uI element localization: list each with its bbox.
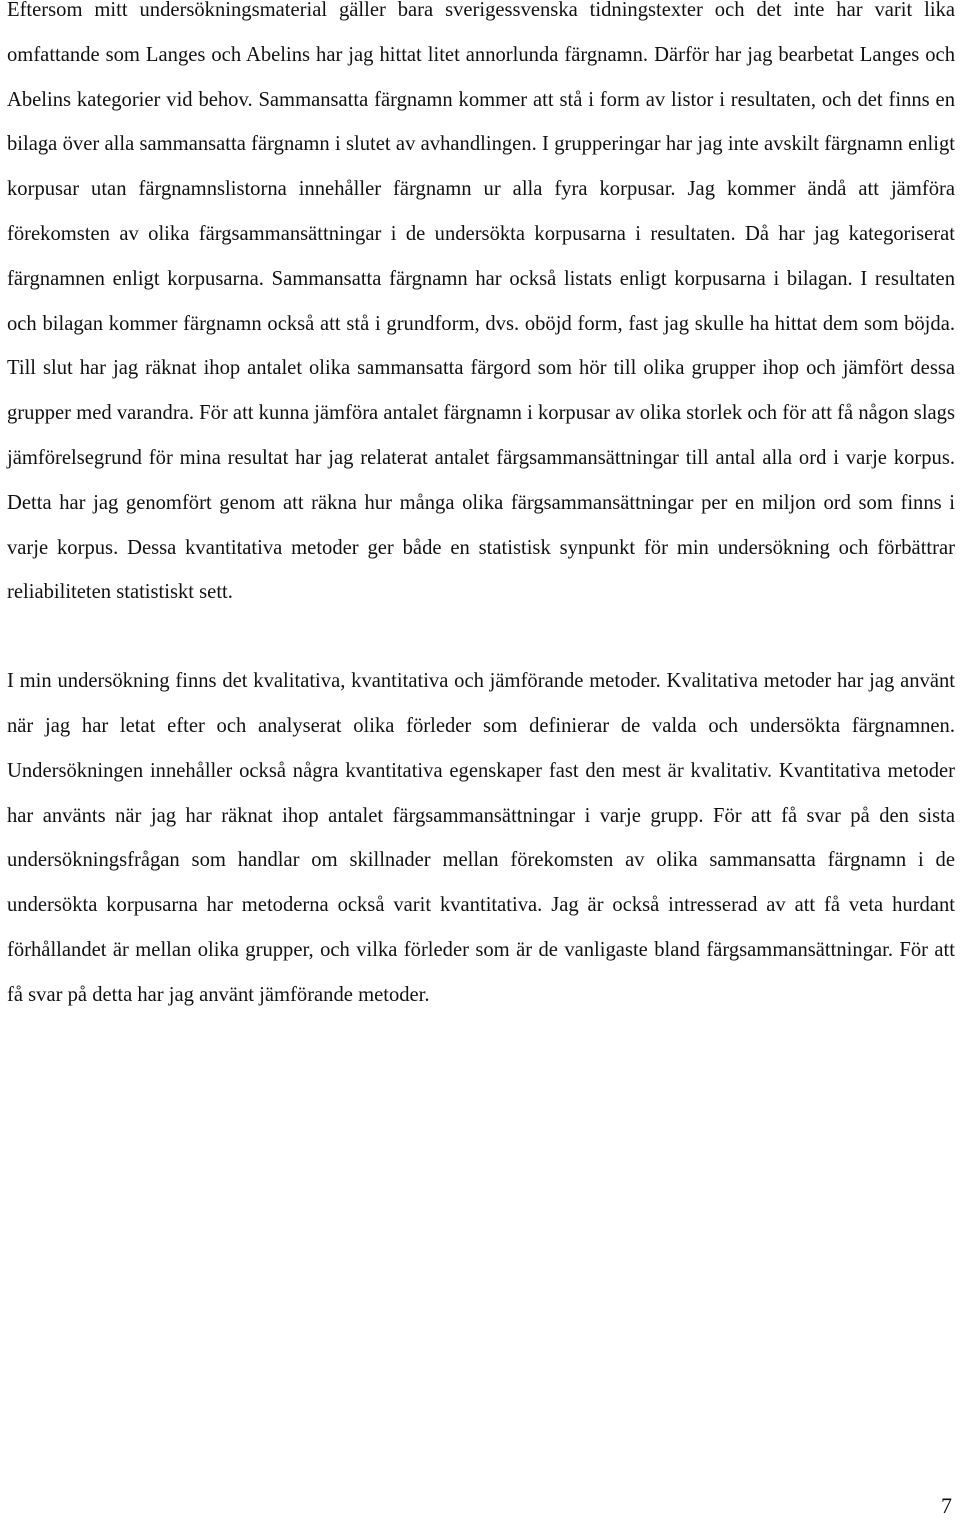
paragraph-methods-material: Eftersom mitt undersökningsmaterial gäller bara sverigessvenska tidningstexter och det inte har varit lika omfattande som Langes och Abelins har jag hittat litet annorlunda färgnamn. Därför har jag bearbetat Langes och Abelins kategorier vid behov. Sammansatta färgnamn kommer att stå i form av listor i resultaten, och det finns en bilaga över alla sammansatta färgnamn i slutet av avhandlingen. I grupperingar har jag inte avskilt färgnamn enligt korpusar utan färgnamnslistorna innehåller färgnamn ur alla fyra korpusar. Jag kommer ändå att jämföra förekomsten av olika färgsammansättningar i de undersökta korpusarna i resultaten. Då har jag kategoriserat färgnamnen enligt korpusarna. Sammansatta färgnamn har också listats enligt korpusarna i bilagan. I resultaten och bilagan kommer färgnamn också att stå i grundform, dvs. oböjd form, fast jag skulle ha hittat dem som böjda. Till slut har jag räknat ihop antalet olika sammansatta färgord som hör till olika grupper ihop och jämfört dessa grupper med varandra. För att kunna jämföra antalet färgnamn i korpusar av olika storlek och för att få någon slags jämförelsegrund för mina resultat har jag relaterat antalet färgsammansättningar till antal alla ord i varje korpus. Detta har jag genomfört genom att räkna hur många olika färgsammansättningar per en miljon ord som finns i varje korpus. Dessa kvantitativa metoder ger både en statistisk synpunkt för min undersökning och förbättrar reliabiliteten statistiskt sett.: [7, 0, 955, 604]
page-number: 7: [941, 1493, 952, 1518]
paragraph-methods-types: I min undersökning finns det kvalitativa, kvantitativa och jämförande metoder. Kvalitativa metoder har jag använt när jag har letat efter och analyserat olika förleder som definierar de valda och undersökta färgnamnen. Undersökningen innehåller också några kvantitativa egenskaper fast den mest är kvalitativ. Kvantitativa metoder har använts när jag har räknat ihop antalet färgsammansättningar i varje grupp. För att få svar på den sista undersökningsfrågan som handlar om skillnader mellan förekomsten av olika sammansatta färgnamn i de undersökta korpusarna har metoderna också varit kvantitativa. Jag är också intresserad av att få veta hurdant förhållandet är mellan olika grupper, och vilka förleder som är de vanligaste bland färgsammansättningar. För att få svar på detta har jag använt jämförande metoder.: [7, 670, 955, 1006]
document-page: [7, 0, 955, 1018]
